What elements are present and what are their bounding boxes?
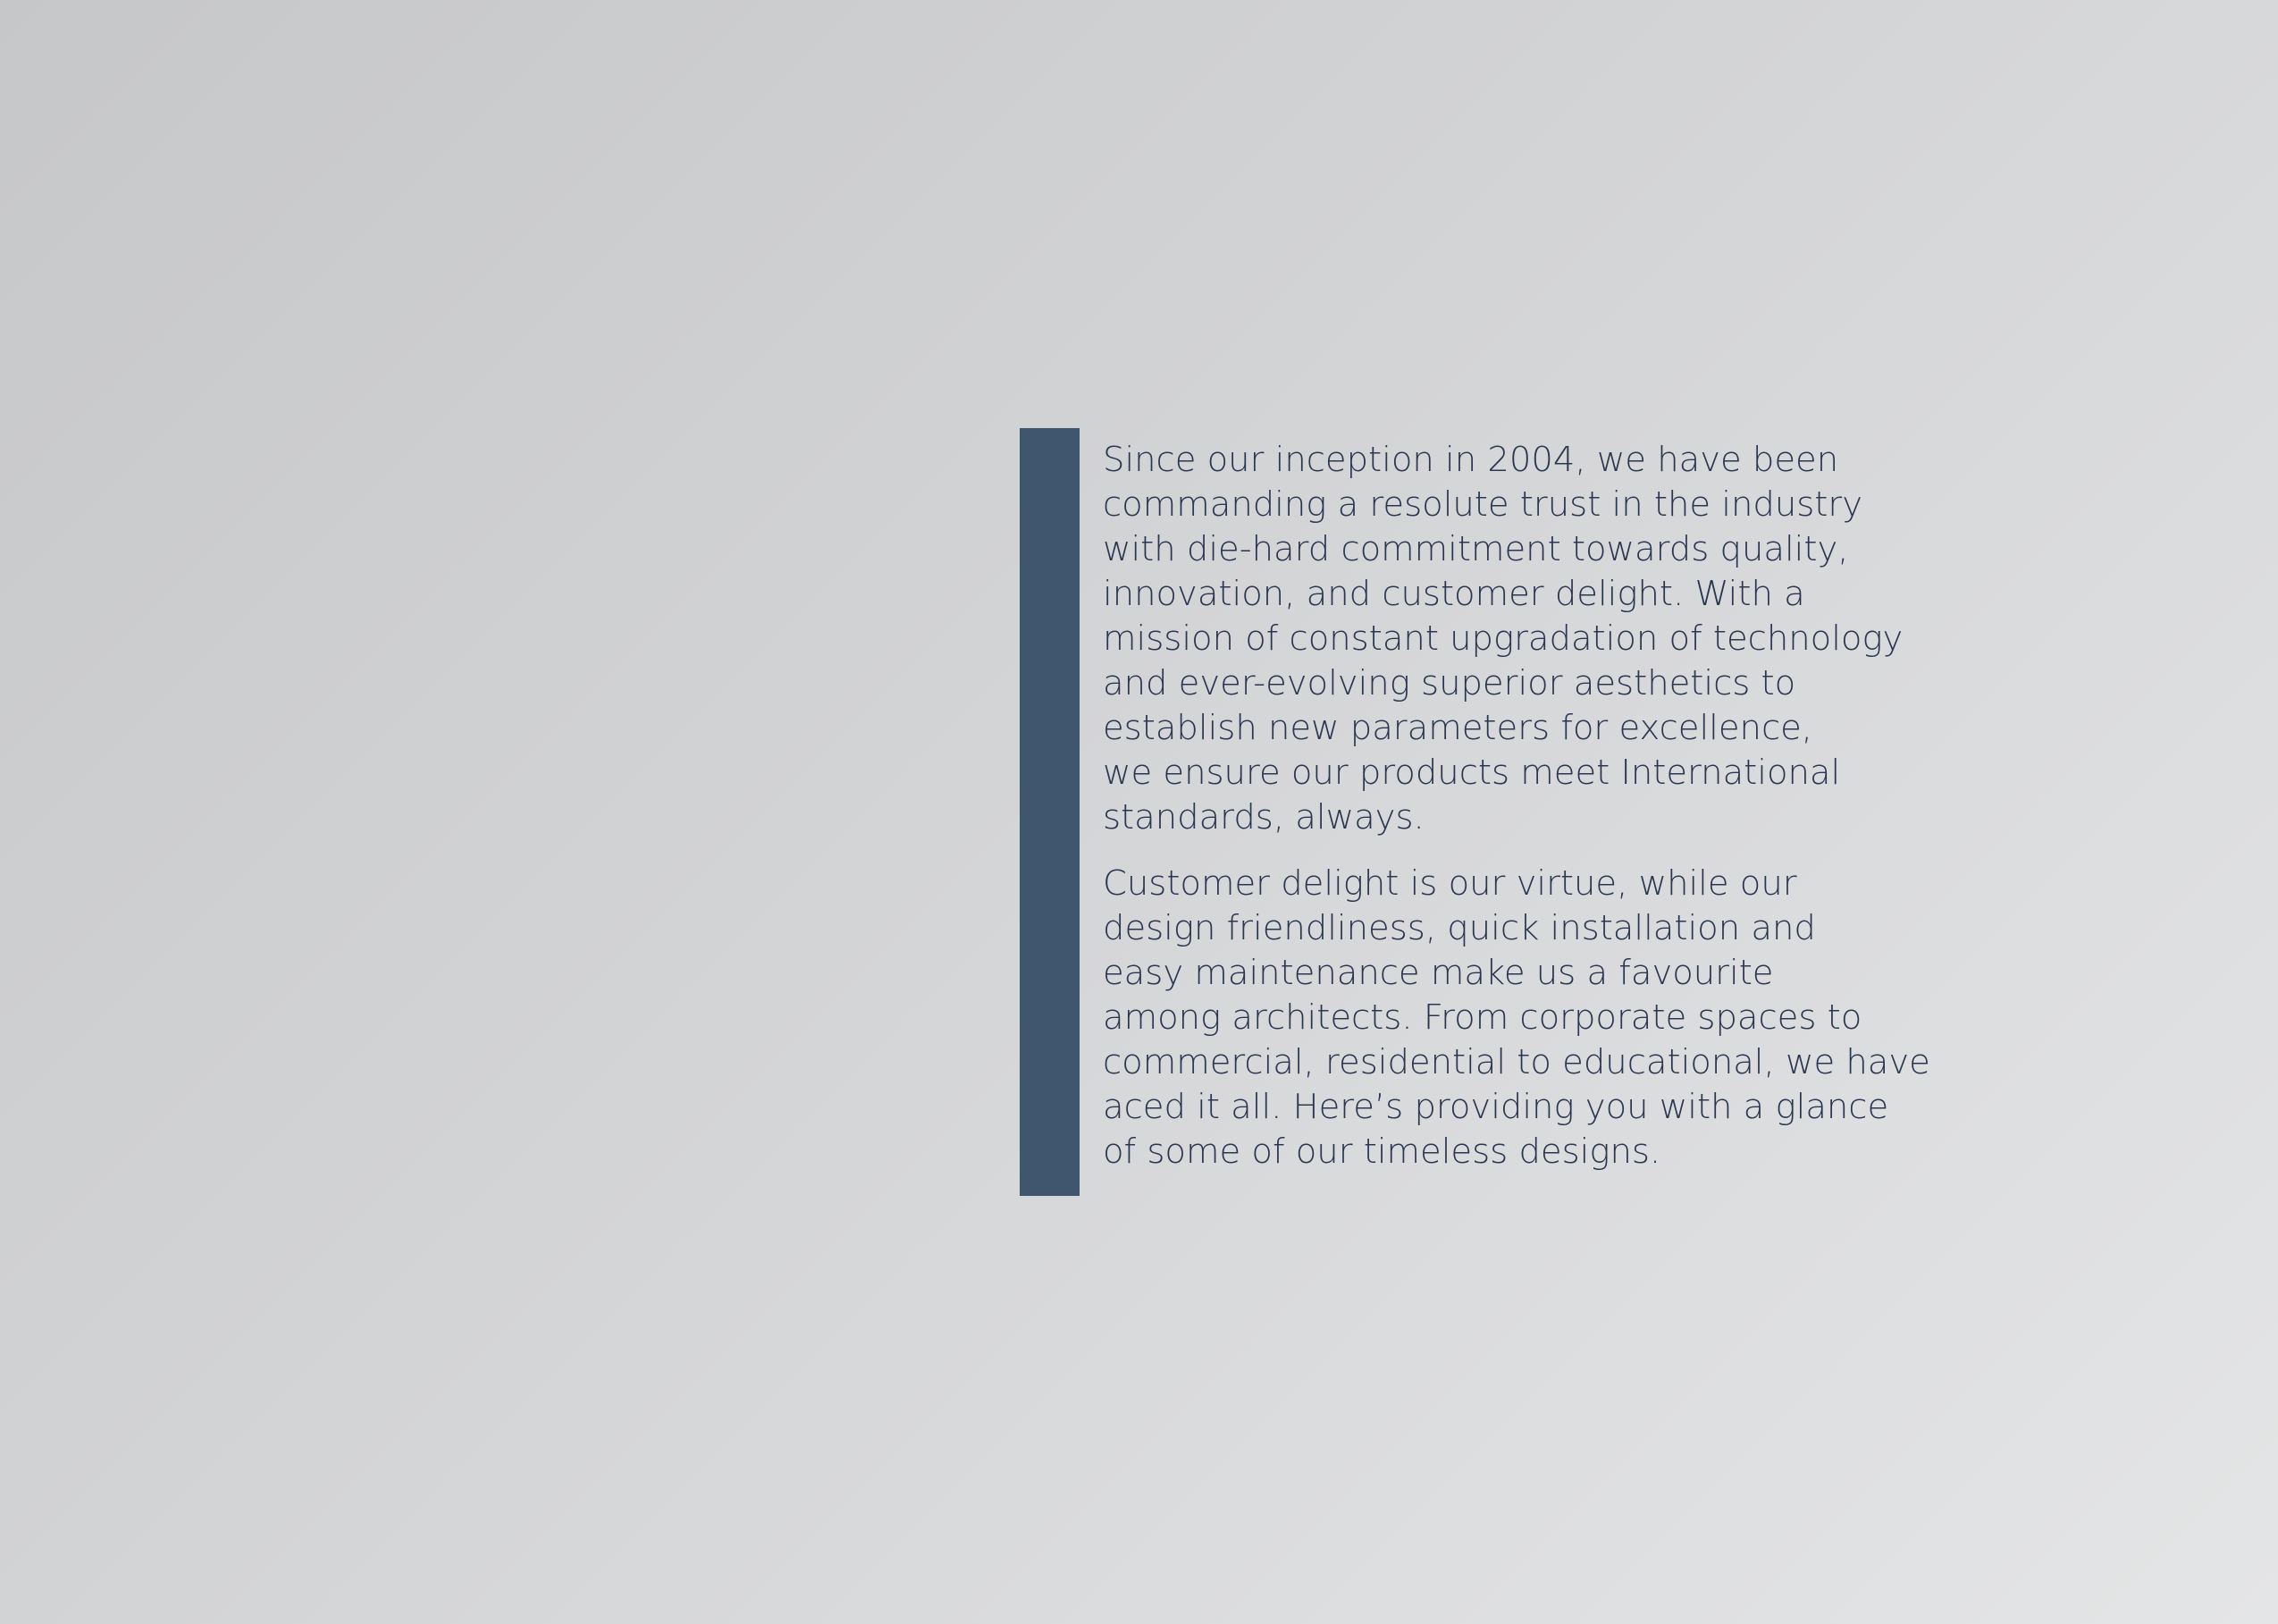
text-line: Customer delight is our virtue, while our [1103,863,1797,904]
accent-bar [1020,428,1080,1196]
intro-text-block [1103,438,2050,1174]
text-line: we ensure our products meet International [1103,753,1841,793]
text-line: innovation, and customer delight. With a [1103,574,1805,614]
text-line: commercial, residential to educational, we have [1103,1042,1930,1082]
text-line: of some of our timeless designs. [1103,1132,1661,1172]
text-line: easy maintenance make us a favourite [1103,953,1774,993]
text-line: among architects. From corporate spaces to [1103,997,1862,1038]
text-line: aced it all. Here’s providing you with a glance [1103,1087,1889,1127]
text-line: mission of constant upgradation of technology [1103,618,1904,659]
text-line: and ever-evolving superior aesthetics to [1103,663,1796,703]
paragraph-customer-delight [1103,862,2050,1174]
text-line: establish new parameters for excellence, [1103,708,1813,748]
text-line: Since our inception in 2004, we have been [1103,440,1839,480]
text-line: with die-hard commitment towards quality, [1103,529,1849,569]
text-line: design friendliness, quick installation and [1103,908,1816,948]
paragraph-inception [1103,438,2050,840]
text-line: standards, always. [1103,797,1425,837]
text-line: commanding a resolute trust in the industry [1103,484,1863,525]
